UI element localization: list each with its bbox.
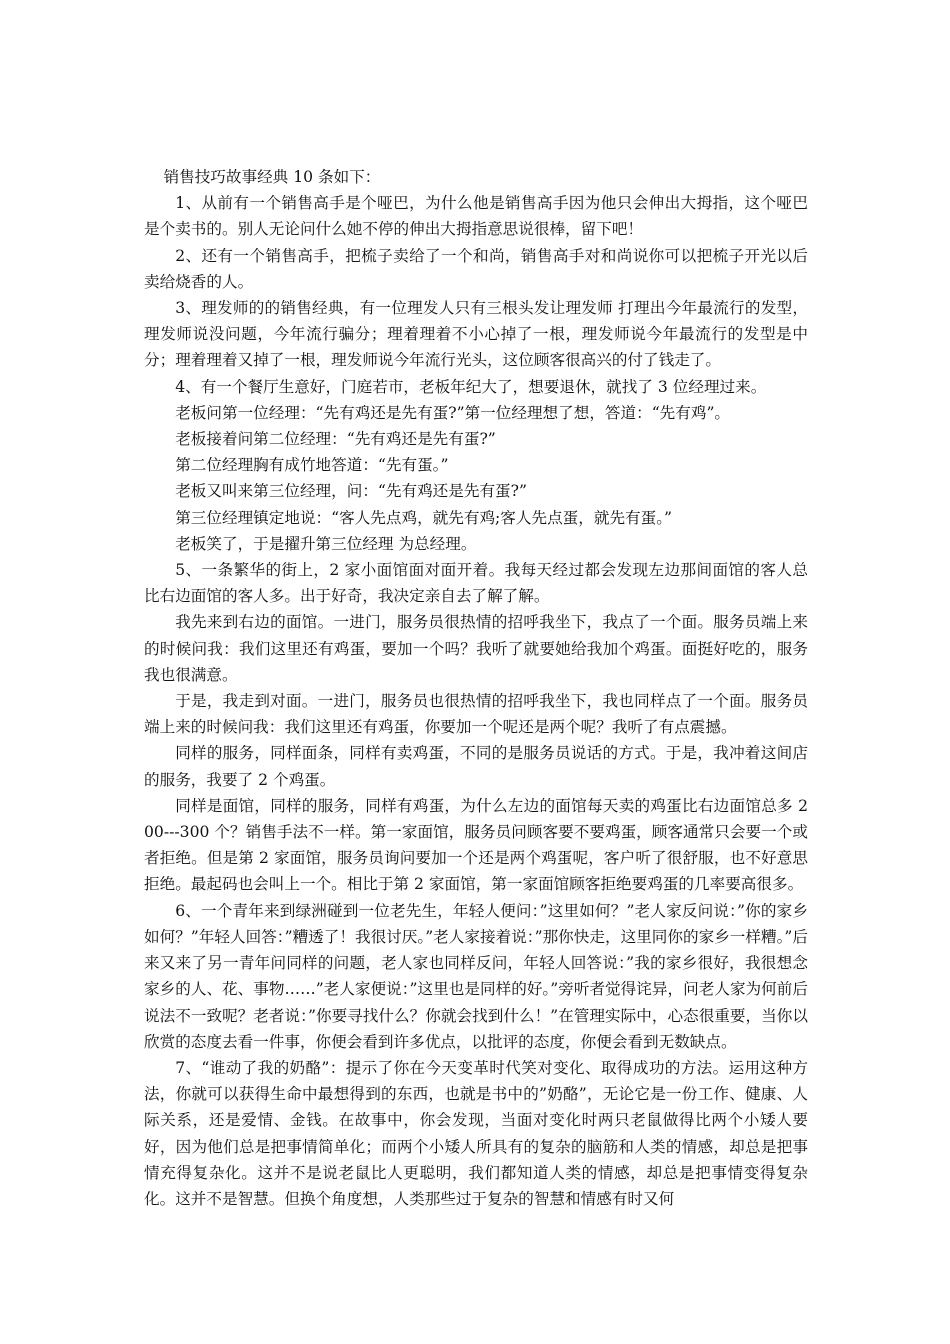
paragraph-story-6: 6、一个青年来到绿洲碰到一位老先生，年轻人便问：”这里如何？”老人家反问说：”你的家乡如何？”年轻人回答：”糟透了！我很讨厌。”老人家接着说：”那你快走，这里同你的家乡一样糟。”后来又来了另一青年问同样的问题，老人家也同样反问，年轻人回答说：”我的家乡很好，我很想念家乡的人、花、事物……”老人家便说：”这里也是同样的好。”旁听者觉得诧异，问老人家为何前后说法不一致呢？老者说：”你要寻找什么？你就会找到什么！”在管理实际中，心态很重要，当你以欣赏的态度去看一件事，你便会看到许多优点，以批评的态度，你便会看到无数缺点。	[144, 901, 808, 1051]
paragraph-story-5-analysis: 同样是面馆，同样的服务，同样有鸡蛋，为什么左边的面馆每天卖的鸡蛋比右边面馆总多 200---300 个？销售手法不一样。第一家面馆，服务员问顾客要不要鸡蛋，顾客通常只会要一个或者拒绝。但是第 2 家面馆，服务员询问要加一个还是两个鸡蛋呢，客户听了很舒服，也不好意思拒绝。最起码也会叫上一个。相比于第 2 家面馆，第一家面馆顾客拒绝要鸡蛋的几率要高很多。	[144, 796, 808, 894]
paragraph-story-4-dialog-5: 第三位经理镇定地说：“客人先点鸡，就先有鸡;客人先点蛋，就先有蛋。”	[175, 508, 672, 527]
paragraph-story-7: 7、“谁动了我的奶酪”：提示了你在今天变革时代笑对变化、取得成功的方法。运用这种方法，你就可以获得生命中最想得到的东西，也就是书中的”奶酪”，无论它是一份工作、健康、人际关系，还是爱情、金钱。在故事中，你会发现，当面对变化时两只老鼠做得比两个小矮人要好，因为他们总是把事情简单化；而两个小矮人所具有的复杂的脑筋和人类的情感，却总是把事情充得复杂化。这并不是说老鼠比人更聪明，我们都知道人类的情感，却总是把事情变得复杂化。这并不是智慧。但换个角度想，人类那些过于复杂的智慧和情感有时又何	[144, 1058, 808, 1208]
paragraph-story-5-right-shop: 我先来到右边的面馆。一进门，服务员很热情的招呼我坐下，我点了一个面。服务员端上来的时候问我：我们这里还有鸡蛋，要加一个吗？我听了就要她给我加个鸡蛋。面挺好吃的，服务我也很满意。	[144, 613, 808, 684]
paragraph-story-5-intro: 5、一条繁华的街上，2 家小面馆面对面开着。我每天经过都会发现左边那间面馆的客人总比右边面馆的客人多。出于好奇，我决定亲自去了解了解。	[144, 561, 808, 606]
paragraph-story-4-dialog-1: 老板问第一位经理：“先有鸡还是先有蛋?”第一位经理想了想，答道：“先有鸡”。	[175, 403, 731, 422]
document-body	[144, 164, 808, 1212]
paragraph-story-4-intro: 4、有一个餐厅生意好，门庭若市，老板年纪大了，想要退休，就找了 3 位经理过来。	[175, 377, 767, 396]
paragraph-story-4-dialog-4: 老板又叫来第三位经理，问：“先有鸡还是先有蛋?”	[175, 482, 527, 501]
paragraph-story-4-ending: 老板笑了，于是擢升第三位经理 为总经理。	[175, 534, 477, 553]
paragraph-story-2: 2、还有一个销售高手，把梳子卖给了一个和尚，销售高手对和尚说你可以把梳子开光以后卖给烧香的人。	[144, 246, 808, 291]
paragraph-story-5-left-shop: 于是，我走到对面。一进门，服务员也很热情的招呼我坐下，我也同样点了一个面。服务员端上来的时候问我：我们这里还有鸡蛋，你要加一个呢还是两个呢？我听了有点震撼。	[144, 692, 808, 737]
paragraph-story-4-dialog-3: 第二位经理胸有成竹地答道：“先有蛋。”	[175, 456, 449, 475]
paragraph-story-4-dialog-2: 老板接着问第二位经理：“先有鸡还是先有蛋?”	[175, 430, 496, 449]
document-heading: 销售技巧故事经典 10 条如下：	[163, 168, 381, 186]
paragraph-story-3: 3、理发师的的销售经典，有一位理发人只有三根头发让理发师 打理出今年最流行的发型，理发师说没问题，今年流行骗分；理着理着不小心掉了一根，理发师说今年最流行的发型是中分；理着理着又掉了一根，理发师说今年流行光头，这位顾客很高兴的付了钱走了。	[144, 299, 808, 370]
paragraph-story-1: 1、从前有一个销售高手是个哑巴，为什么他是销售高手因为他只会伸出大拇指，这个哑巴是个卖书的。别人无论问什么她不停的伸出大拇指意思说很棒，留下吧！	[144, 194, 808, 239]
paragraph-story-5-comparison: 同样的服务，同样面条，同样有卖鸡蛋，不同的是服务员说话的方式。于是，我冲着这间店的服务，我要了 2 个鸡蛋。	[144, 744, 808, 789]
